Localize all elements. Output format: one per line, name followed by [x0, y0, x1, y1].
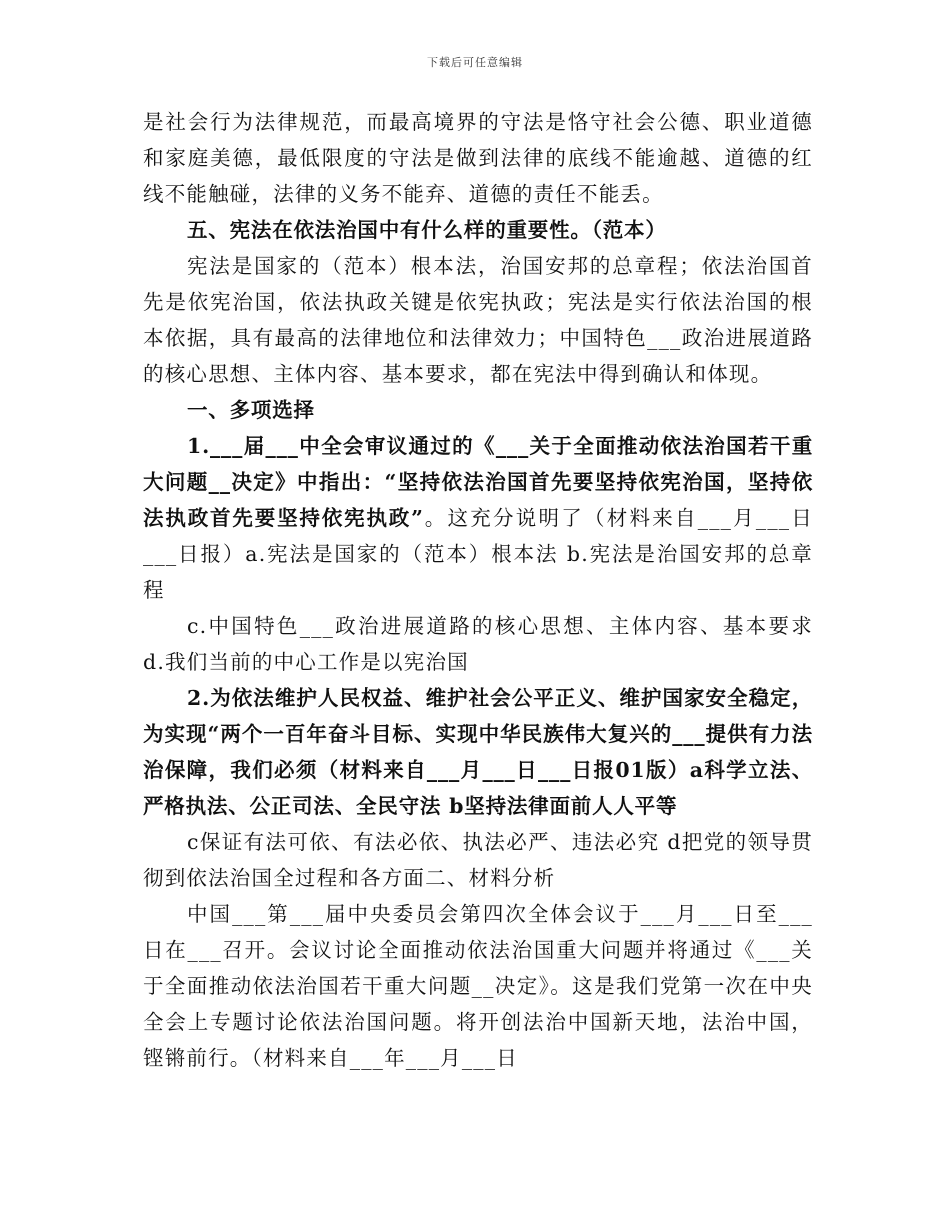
section-heading-multiple-choice: 一、多项选择: [187, 398, 315, 422]
question-1-options: 。这充分说明了（材料来自___月___日___日报）a.宪法是国家的（范本）根本法 b.宪法是治国安邦的总章程: [143, 506, 813, 602]
question-1: [143, 428, 813, 608]
question-1-stem: 1.___届___中全会审议通过的《___关于全面推动依法治国若干重大问题__决定》中指出：“坚持依法治国首先要坚持依宪治国，坚持依法执政首先要坚持依宪执政”: [143, 434, 813, 530]
section-heading-constitution: 五、宪法在依法治国中有什么样的重要性。（范本）: [187, 218, 667, 242]
page-header: 下载后可任意编辑: [427, 56, 523, 69]
document-body: [143, 104, 813, 1076]
question-2-options-cd: c保证有法可依、有法必依、执法必严、违法必究 d把党的领导贯彻到依法治国全过程和各方面二、材料分析: [143, 830, 813, 890]
paragraph-material-analysis: 中国___第___届中央委员会第四次全体会议于___月___日至___日在___召开。会议讨论全面推动依法治国重大问题并将通过《___关于全面推动依法治国若干重大问题__决定》。这是我们党第一次在中央全会上专题讨论依法治国问题。将开创法治中国新天地，法治中国，铿锵前行。（材料来自___年___月___日: [143, 902, 813, 1070]
paragraph-civic-virtue: 是社会行为法律规范，而最高境界的守法是恪守社会公德、职业道德和家庭美德，最低限度的守法是做到法律的底线不能逾越、道德的红线不能触碰，法律的义务不能弃、道德的责任不能丢。: [143, 110, 813, 206]
question-2: 2.为依法维护人民权益、维护社会公平正义、维护国家安全稳定，为实现“两个一百年奋斗目标、实现中华民族伟大复兴的___提供有力法治保障，我们必须（材料来自___月___日___日报01版）a科学立法、严格执法、公正司法、全民守法 b坚持法律面前人人平等: [143, 686, 813, 818]
question-1-options-cd: c.中国特色___政治进展道路的核心思想、主体内容、基本要求 d.我们当前的中心工作是以宪治国: [143, 614, 813, 674]
paragraph-constitution-importance: 宪法是国家的（范本）根本法，治国安邦的总章程；依法治国首先是依宪治国，依法执政关键是依宪执政；宪法是实行依法治国的根本依据，具有最高的法律地位和法律效力；中国特色___政治进展道路的核心思想、主体内容、基本要求，都在宪法中得到确认和体现。: [143, 254, 813, 386]
